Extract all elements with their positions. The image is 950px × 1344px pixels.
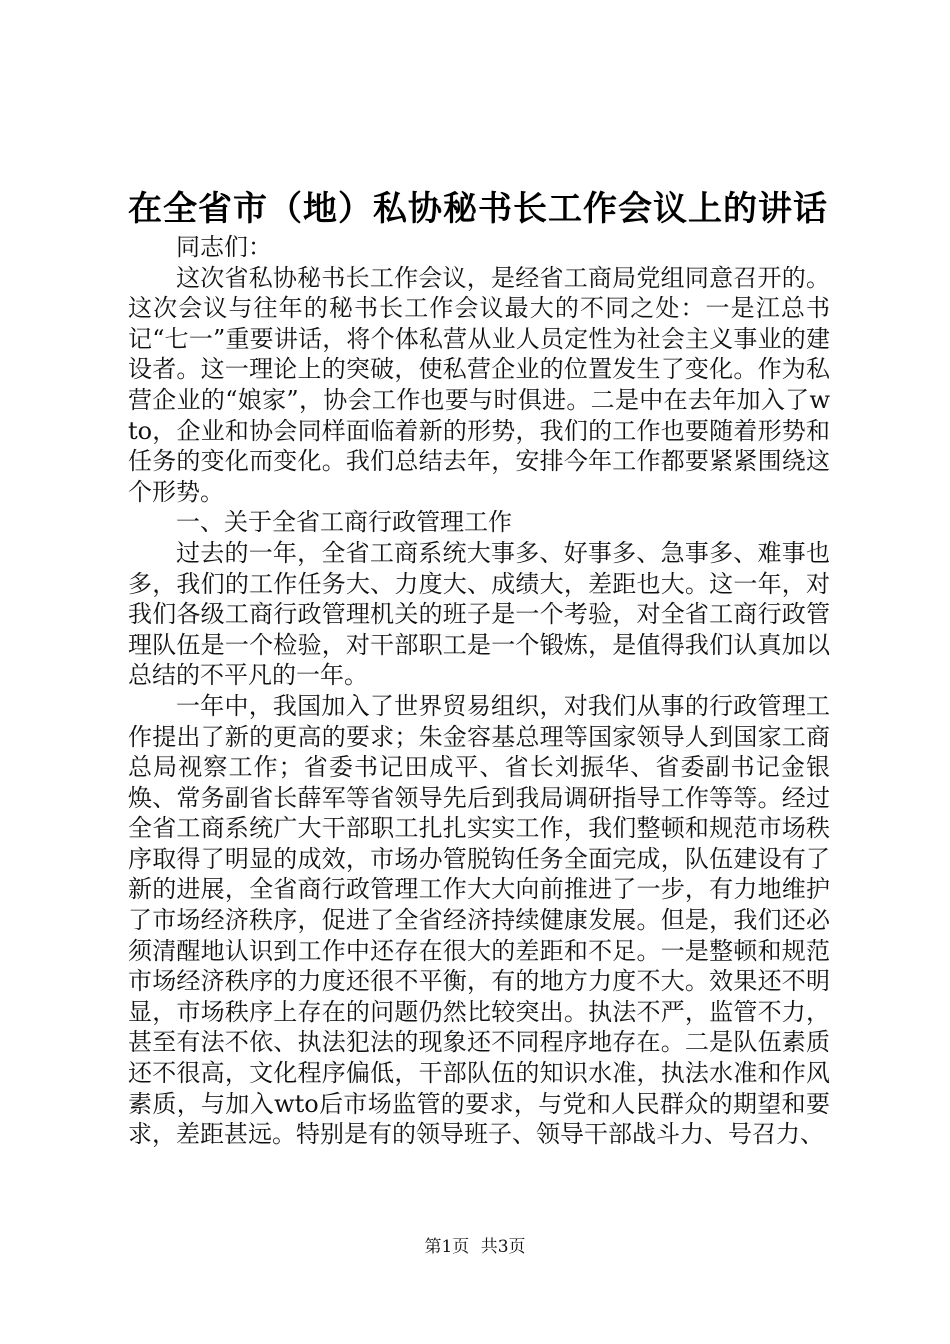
section-heading-1: 一、关于全省工商行政管理工作 (176, 508, 512, 537)
document-title: 在全省市（地）私协秘书长工作会议上的讲话 (128, 189, 828, 229)
page-number: 第1页 (424, 1237, 470, 1257)
paragraph-intro: 这次省私协秘书长工作会议，是经省工商局党组同意召开的。这次会议与往年的秘书长工作会议最大的不同之处：一是江总书记“七一”重要讲话，将个体私营从业人员定性为社会主义事业的建设者。这一理论上的突破，使私营企业的位置发生了变化。作为私营企业的“娘家”，协会工作也要与时俱进。二是中在去年加入了wto，企业和协会同样面临着新的形势，我们的工作也要随着形势和任务的变化而变化。我们总结去年，安排今年工作都要紧紧围绕这个形势。 (128, 263, 830, 506)
page-total: 共3页 (480, 1237, 526, 1257)
document-body (128, 232, 830, 1150)
salutation: 同志们： (176, 233, 272, 261)
paragraph-achievements: 一年中，我国加入了世界贸易组织，对我们从事的行政管理工作提出了新的更高的要求；朱金容基总理等国家领导人到国家工商总局视察工作；省委书记田成平、省长刘振华、省委副书记金银焕、常务副省长薛军等省领导先后到我局调研指导工作等等。经过全省工商系统广大干部职工扎扎实实工作，我们整顿和规范市场秩序取得了明显的成效，市场办管脱钩任务全面完成，队伍建设有了新的进展，全省商行政管理工作大大向前推进了一步，有力地维护了市场经济秩序，促进了全省经济持续健康发展。但是，我们还必须清醒地认识到工作中还存在很大的差距和不足。一是整顿和规范市场经济秩序的力度还很不平衡，有的地方力度不大。效果还不明显，市场秩序上存在的问题仍然比较突出。执法不严，监管不力，甚至有法不依、执法犯法的现象还不同程序地存在。二是队伍素质还不很高，文化程序偏低，干部队伍的知识水准，执法水准和作风素质，与加入wto后市场监管的要求，与党和人民群众的期望和要求，差距甚远。特别是有的领导班子、领导干部战斗力、号召力、 (128, 691, 830, 1149)
page-footer (0, 1236, 950, 1258)
paragraph-review: 过去的一年，全省工商系统大事多、好事多、急事多、难事也多，我们的工作任务大、力度大、成绩大，差距也大。这一年，对我们各级工商行政管理机关的班子是一个考验，对全省工商行政管理队伍是一个检验，对干部职工是一个锻炼，是值得我们认真加以总结的不平凡的一年。 (128, 538, 830, 690)
